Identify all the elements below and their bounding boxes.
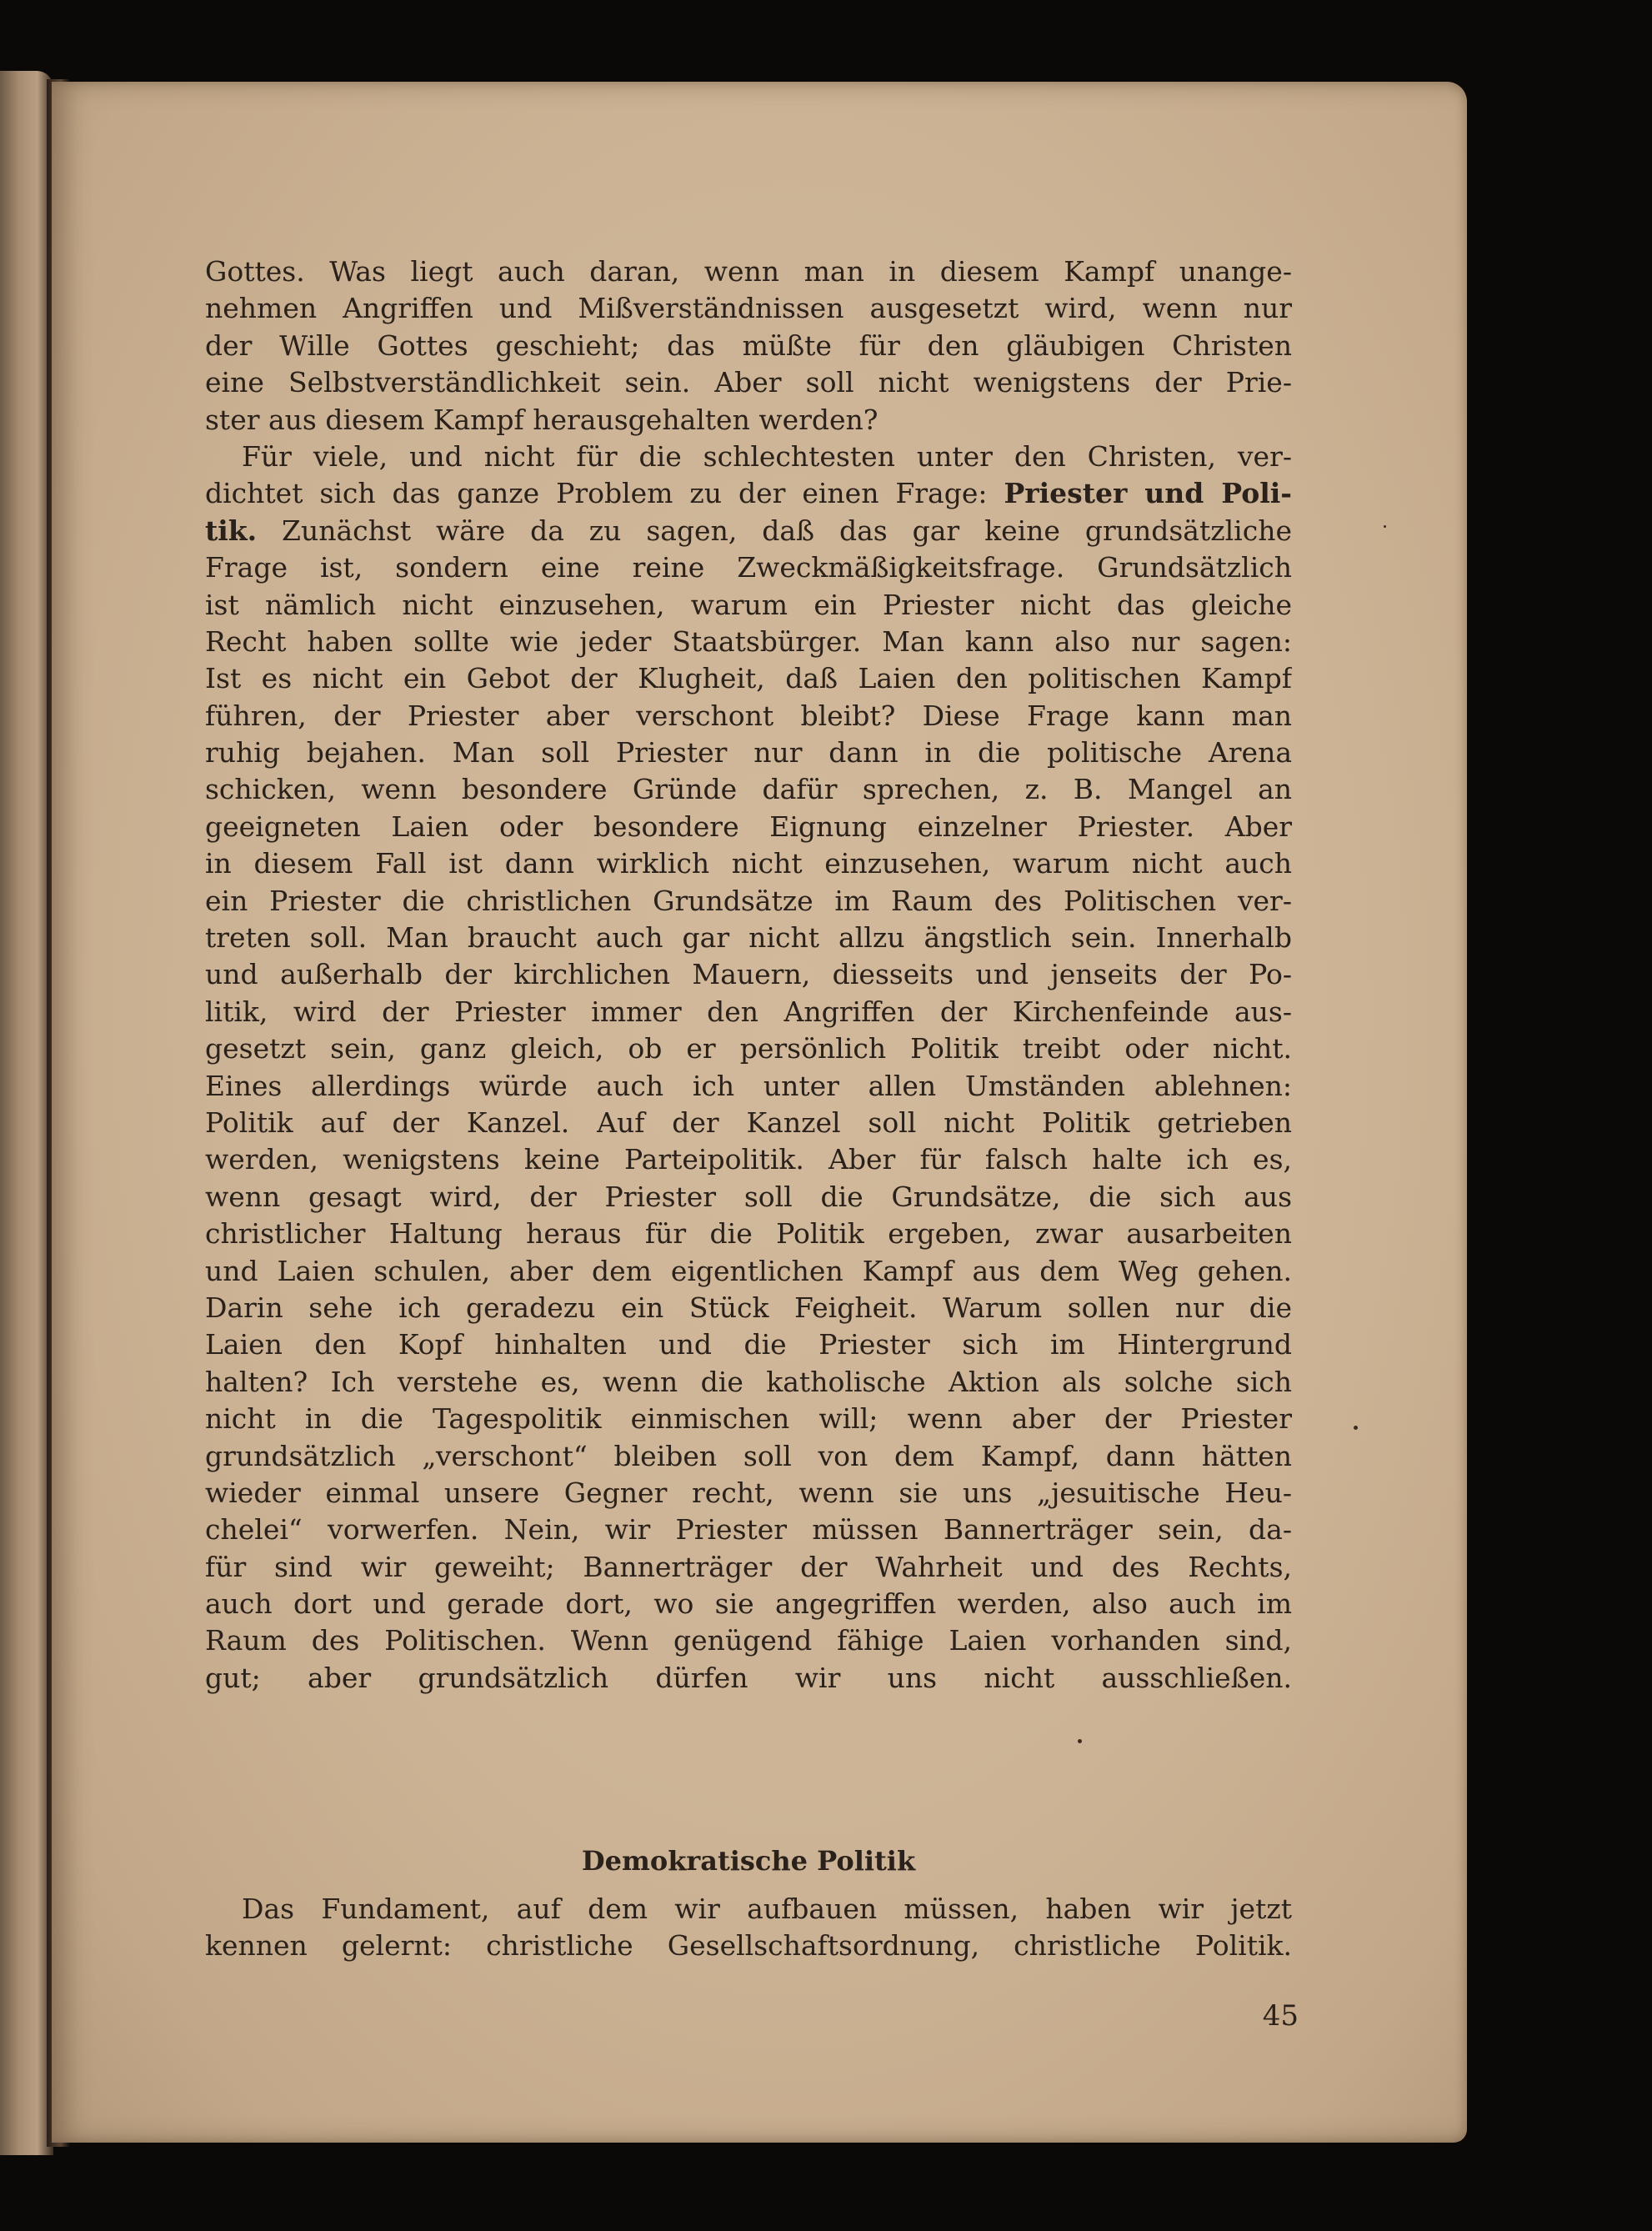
text-line: chelei“ vorwerfen. Nein, wir Priester müssen Bannerträger sein, da- [205, 1513, 1292, 1547]
text-line: ster aus diesem Kampf herausgehalten werden? [205, 403, 879, 436]
text-run: dichtet sich das ganze Problem zu der einen Frage: [205, 477, 1004, 510]
text-line: geeigneten Laien oder besondere Eignung einzelner Priester. Aber [205, 810, 1292, 843]
text-line: litik, wird der Priester immer den Angriffen der Kirchenfeinde aus- [205, 995, 1292, 1028]
text-line: Laien den Kopf hinhalten und die Priester sich im Hintergrund [205, 1328, 1292, 1361]
text-line-with-emphasis [205, 513, 1292, 549]
text-line: Eines allerdings würde auch ich unter allen Umständen ablehnen: [205, 1069, 1292, 1102]
text-line: ist nämlich nicht einzusehen, warum ein Priester nicht das gleiche [205, 588, 1292, 621]
text-line: auch dort und gerade dort, wo sie angegriffen werden, also auch im [205, 1587, 1292, 1621]
text-line: nehmen Angriffen und Mißverständnissen ausgesetzt wird, wenn nur [205, 292, 1292, 325]
body-text [205, 253, 1292, 1734]
text-line: der Wille Gottes geschieht; das müßte für den gläubigen Christen [205, 328, 1292, 362]
text-line: wenn gesagt wird, der Priester soll die Grundsätze, die sich aus [205, 1180, 1292, 1213]
text-line: schicken, wenn besondere Gründe dafür sprechen, z. B. Mangel an [205, 773, 1292, 806]
paper-speck [1078, 1739, 1082, 1743]
text-line: Recht haben sollte wie jeder Staatsbürger. Man kann also nur sagen: [205, 624, 1292, 658]
text-line: kennen gelernt: christliche Gesellschaftsordnung, christliche Politik. [205, 1929, 1292, 1963]
paper-speck [1384, 525, 1386, 528]
text-line: Frage ist, sondern eine reine Zweckmäßigkeitsfrage. Grundsätzlich [205, 551, 1292, 584]
text-line-with-emphasis [205, 475, 1292, 512]
body-text-continued [205, 1891, 1292, 1965]
emphasis-text: Priester und Poli- [1004, 477, 1292, 510]
text-line: eine Selbstverständlichkeit sein. Aber soll nicht wenigstens der Prie- [205, 366, 1292, 399]
text-line: treten soll. Man braucht auch gar nicht allzu ängstlich sein. Innerhalb [205, 921, 1292, 955]
left-page-edge [0, 71, 53, 2155]
text-line: gut; aber grundsätzlich dürfen wir uns nicht ausschließen. [205, 1661, 1292, 1694]
text-line: Gottes. Was liegt auch daran, wenn man in diesem Kampf unange- [205, 255, 1292, 288]
text-line: christlicher Haltung heraus für die Politik ergeben, zwar ausarbeiten [205, 1217, 1292, 1251]
text-line: grundsätzlich „verschont“ bleiben soll von dem Kampf, dann hätten [205, 1439, 1292, 1472]
text-line: halten? Ich verstehe es, wenn die katholische Aktion als solche sich [205, 1365, 1292, 1398]
text-line: und Laien schulen, aber dem eigentlichen Kampf aus dem Weg gehen. [205, 1254, 1292, 1287]
paper-speck [1354, 1426, 1358, 1430]
text-line: in diesem Fall ist dann wirklich nicht einzusehen, warum nicht auch [205, 847, 1292, 880]
text-line: Darin sehe ich geradezu ein Stück Feigheit. Warum sollen nur die [205, 1291, 1292, 1324]
text-line [205, 1697, 1292, 1733]
text-line: Raum des Politischen. Wenn genügend fähige Laien vorhanden sind, [205, 1624, 1292, 1657]
text-line: Politik auf der Kanzel. Auf der Kanzel soll nicht Politik getrieben [205, 1105, 1292, 1139]
text-line: für sind wir geweiht; Bannerträger der Wahrheit und des Rechts, [205, 1550, 1292, 1583]
text-line: ein Priester die christlichen Grundsätze im Raum des Politischen ver- [205, 884, 1292, 917]
text-line: führen, der Priester aber verschont bleibt? Diese Frage kann man [205, 699, 1292, 732]
text-line: gesetzt sein, ganz gleich, ob er persönlich Politik treibt oder nicht. [205, 1032, 1292, 1065]
text-line: Ist es nicht ein Gebot der Klugheit, daß Laien den politischen Kampf [205, 662, 1292, 695]
text-line: und außerhalb der kirchlichen Mauern, diesseits und jenseits der Po- [205, 958, 1292, 991]
text-run: Zunächst wäre da zu sagen, daß das gar keine grundsätzliche [257, 514, 1292, 547]
emphasis-text: tik. [205, 514, 258, 547]
book-page [52, 82, 1467, 2143]
text-line: nicht in die Tagespolitik einmischen will; wenn aber der Priester [205, 1402, 1292, 1436]
page-number: 45 [1262, 1999, 1299, 2033]
text-line: wieder einmal unsere Gegner recht, wenn sie uns „jesuitische Heu- [205, 1476, 1292, 1509]
text-line: werden, wenigstens keine Parteipolitik. Aber für falsch halte ich es, [205, 1143, 1292, 1176]
text-line: ruhig bejahen. Man soll Priester nur dann in die politische Arena [205, 736, 1292, 770]
text-line: Für viele, und nicht für die schlechtesten unter den Christen, ver- [242, 439, 1292, 473]
text-line: Das Fundament, auf dem wir aufbauen müssen, haben wir jetzt [242, 1893, 1292, 1925]
section-heading: Demokratische Politik [581, 1845, 916, 1877]
